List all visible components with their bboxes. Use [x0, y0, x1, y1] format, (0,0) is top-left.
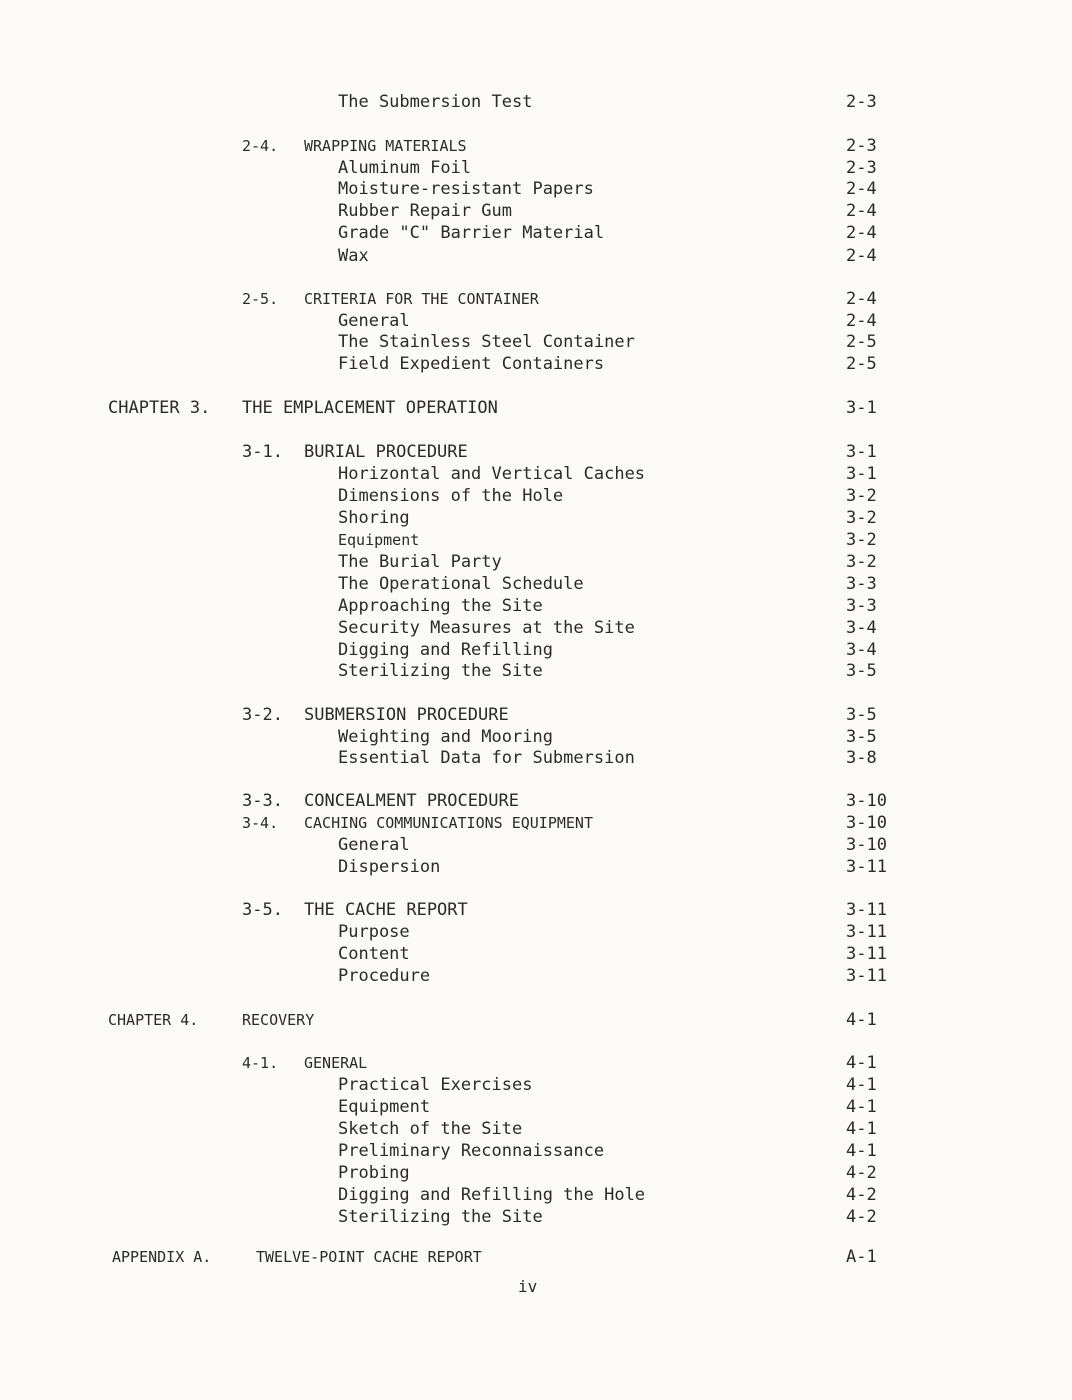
toc-entry-title: General	[338, 835, 410, 855]
toc-entry-title: Practical Exercises	[338, 1075, 533, 1095]
toc-entry-title: Probing	[338, 1163, 410, 1183]
toc-entry	[0, 485, 1072, 507]
toc-chapter-label: CHAPTER 3.	[108, 398, 211, 418]
toc-entry-page: 3-1	[846, 398, 877, 418]
toc-entry-title: Dispersion	[338, 857, 441, 877]
toc-entry-title: Digging and Refilling the Hole	[338, 1185, 646, 1205]
toc-entry-title: General	[338, 311, 410, 331]
toc-entry-page: 3-10	[846, 791, 887, 811]
toc-entry-page: 3-5	[846, 661, 877, 681]
toc-entry	[0, 200, 1072, 222]
toc-entry	[0, 921, 1072, 943]
toc-chapter	[0, 1009, 1072, 1031]
toc-appendix-title: TWELVE-POINT CACHE REPORT	[256, 1248, 482, 1266]
toc-entry	[0, 639, 1072, 661]
toc-entry-page: 3-3	[846, 574, 877, 594]
toc-entry-page: 4-1	[846, 1141, 877, 1161]
toc-entry	[0, 573, 1072, 595]
toc-section-number: 3-5.	[242, 900, 283, 920]
toc-entry	[0, 331, 1072, 353]
toc-entry	[0, 529, 1072, 551]
toc-entry-page: 2-3	[846, 92, 877, 112]
toc-chapter-label: CHAPTER 4.	[108, 1011, 199, 1029]
toc-section-title: GENERAL	[304, 1054, 368, 1072]
toc-entry-page: 3-5	[846, 727, 877, 747]
toc-entry-title: Moisture-resistant Papers	[338, 179, 594, 199]
toc-section	[0, 790, 1072, 812]
toc-section-title: THE CACHE REPORT	[304, 900, 468, 920]
toc-entry-page: 3-8	[846, 748, 877, 768]
toc-entry	[0, 353, 1072, 375]
toc-entry	[0, 551, 1072, 573]
toc-entry-title: Horizontal and Vertical Caches	[338, 464, 646, 484]
toc-entry-title: Weighting and Mooring	[338, 727, 553, 747]
toc-entry-page: 3-11	[846, 922, 887, 942]
toc-entry	[0, 1184, 1072, 1206]
toc-entry-page: 3-2	[846, 508, 877, 528]
toc-entry-page: 3-2	[846, 530, 877, 550]
toc-entry-page: 2-4	[846, 179, 877, 199]
toc-section	[0, 812, 1072, 834]
toc-section-title: CRITERIA FOR THE CONTAINER	[304, 290, 539, 308]
toc-entry-title: The Submersion Test	[338, 92, 533, 112]
toc-entry-page: 2-4	[846, 223, 877, 243]
toc-entry-title: Approaching the Site	[338, 596, 543, 616]
toc-section-number: 2-5.	[242, 290, 279, 308]
toc-entry	[0, 660, 1072, 682]
toc-entry	[0, 1074, 1072, 1096]
toc-entry-page: 3-11	[846, 944, 887, 964]
toc-section-title: CACHING COMMUNICATIONS EQUIPMENT	[304, 814, 593, 832]
toc-entry-page: 2-5	[846, 354, 877, 374]
toc-section	[0, 441, 1072, 463]
toc-entry	[0, 1162, 1072, 1184]
toc-chapter-title: THE EMPLACEMENT OPERATION	[242, 398, 498, 418]
toc-section	[0, 135, 1072, 157]
toc-entry-title: Purpose	[338, 922, 410, 942]
toc-entry	[0, 943, 1072, 965]
toc-entry	[0, 310, 1072, 332]
toc-entry	[0, 747, 1072, 769]
toc-entry-page: 3-10	[846, 835, 887, 855]
toc-entry-title: Security Measures at the Site	[338, 618, 635, 638]
toc-entry	[0, 1206, 1072, 1228]
toc-entry-page: 3-2	[846, 552, 877, 572]
toc-entry	[0, 222, 1072, 244]
toc-entry-page: 2-4	[846, 311, 877, 331]
toc-entry	[0, 595, 1072, 617]
toc-entry-page: 2-3	[846, 136, 877, 156]
toc-entry-title: Sterilizing the Site	[338, 661, 543, 681]
toc-entry	[0, 1096, 1072, 1118]
toc-entry-title: Aluminum Foil	[338, 158, 472, 178]
toc-section-title: WRAPPING MATERIALS	[304, 137, 467, 155]
toc-entry-title: The Stainless Steel Container	[338, 332, 635, 352]
toc-entry-title: Preliminary Reconnaissance	[338, 1141, 605, 1161]
toc-section	[0, 1052, 1072, 1074]
toc-entry	[0, 463, 1072, 485]
toc-entry-title: Procedure	[338, 966, 431, 986]
toc-entry	[0, 245, 1072, 267]
toc-entry-page: 2-4	[846, 246, 877, 266]
toc-entry	[0, 1140, 1072, 1162]
toc-entry	[0, 617, 1072, 639]
toc-entry	[0, 178, 1072, 200]
toc-entry-page: 3-3	[846, 596, 877, 616]
toc-entry-title: Essential Data for Submersion	[338, 748, 635, 768]
page-number: iv	[518, 1277, 538, 1296]
toc-entry-page: 4-1	[846, 1010, 877, 1030]
toc-entry	[0, 834, 1072, 856]
toc-section-title: CONCEALMENT PROCEDURE	[304, 791, 519, 811]
toc-appendix-label: APPENDIX A.	[112, 1248, 212, 1266]
toc-entry-title: Rubber Repair Gum	[338, 201, 512, 221]
toc-entry-title: Shoring	[338, 508, 410, 528]
toc-entry	[0, 965, 1072, 987]
toc-entry-page: 2-4	[846, 201, 877, 221]
toc-entry-title: Field Expedient Containers	[338, 354, 605, 374]
toc-section	[0, 899, 1072, 921]
toc-section	[0, 288, 1072, 310]
toc-entry-title: Dimensions of the Hole	[338, 486, 564, 506]
toc-entry-page: 3-4	[846, 618, 877, 638]
toc-entry-title: Equipment	[338, 1097, 431, 1117]
toc-section-number: 3-1.	[242, 442, 283, 462]
toc-entry	[0, 507, 1072, 529]
toc-chapter-title: RECOVERY	[242, 1011, 315, 1029]
toc-entry	[0, 1118, 1072, 1140]
toc-entry-page: 2-3	[846, 158, 877, 178]
toc-entry	[0, 157, 1072, 179]
toc-entry-title: Wax	[338, 246, 369, 266]
toc-entry-title: Content	[338, 944, 410, 964]
toc-entry-page: 4-1	[846, 1053, 877, 1073]
toc-entry-page: 3-11	[846, 857, 887, 877]
toc-entry-page: 4-2	[846, 1207, 877, 1227]
toc-entry-page: 2-5	[846, 332, 877, 352]
toc-entry-page: 4-1	[846, 1119, 877, 1139]
toc-section-number: 2-4.	[242, 137, 279, 155]
toc-section-number: 3-3.	[242, 791, 283, 811]
toc-chapter	[0, 397, 1072, 419]
toc-entry-title: Digging and Refilling	[338, 640, 553, 660]
toc-entry-page: 3-4	[846, 640, 877, 660]
toc-entry-title: Sterilizing the Site	[338, 1207, 543, 1227]
toc-entry-page: 3-5	[846, 705, 877, 725]
toc-entry-page: 3-1	[846, 442, 877, 462]
toc-entry-page: 4-2	[846, 1163, 877, 1183]
toc-entry-page: 4-1	[846, 1075, 877, 1095]
toc-entry	[0, 856, 1072, 878]
toc-section-title: SUBMERSION PROCEDURE	[304, 705, 509, 725]
toc-entry-page: 3-11	[846, 966, 887, 986]
toc-section-number: 3-4.	[242, 814, 279, 832]
toc-entry-title: The Burial Party	[338, 552, 502, 572]
toc-section-number: 3-2.	[242, 705, 283, 725]
toc-entry-page: 3-1	[846, 464, 877, 484]
toc-section-title: BURIAL PROCEDURE	[304, 442, 468, 462]
toc-entry	[0, 91, 1072, 113]
toc-entry-page: 2-4	[846, 289, 877, 309]
toc-entry-page: 3-10	[846, 813, 887, 833]
toc-appendix	[0, 1246, 1072, 1268]
toc-entry-title: Grade "C" Barrier Material	[338, 223, 605, 243]
toc-section-number: 4-1.	[242, 1054, 279, 1072]
toc-entry-title: The Operational Schedule	[338, 574, 584, 594]
toc-entry-title: Sketch of the Site	[338, 1119, 523, 1139]
toc-entry-page: 3-11	[846, 900, 887, 920]
toc-section	[0, 704, 1072, 726]
toc-entry-title: Equipment	[338, 531, 420, 549]
toc-entry-page: 4-2	[846, 1185, 877, 1205]
toc-entry-page: 3-2	[846, 486, 877, 506]
toc-entry	[0, 726, 1072, 748]
toc-entry-page: 4-1	[846, 1097, 877, 1117]
toc-entry-page: A-1	[846, 1247, 877, 1267]
